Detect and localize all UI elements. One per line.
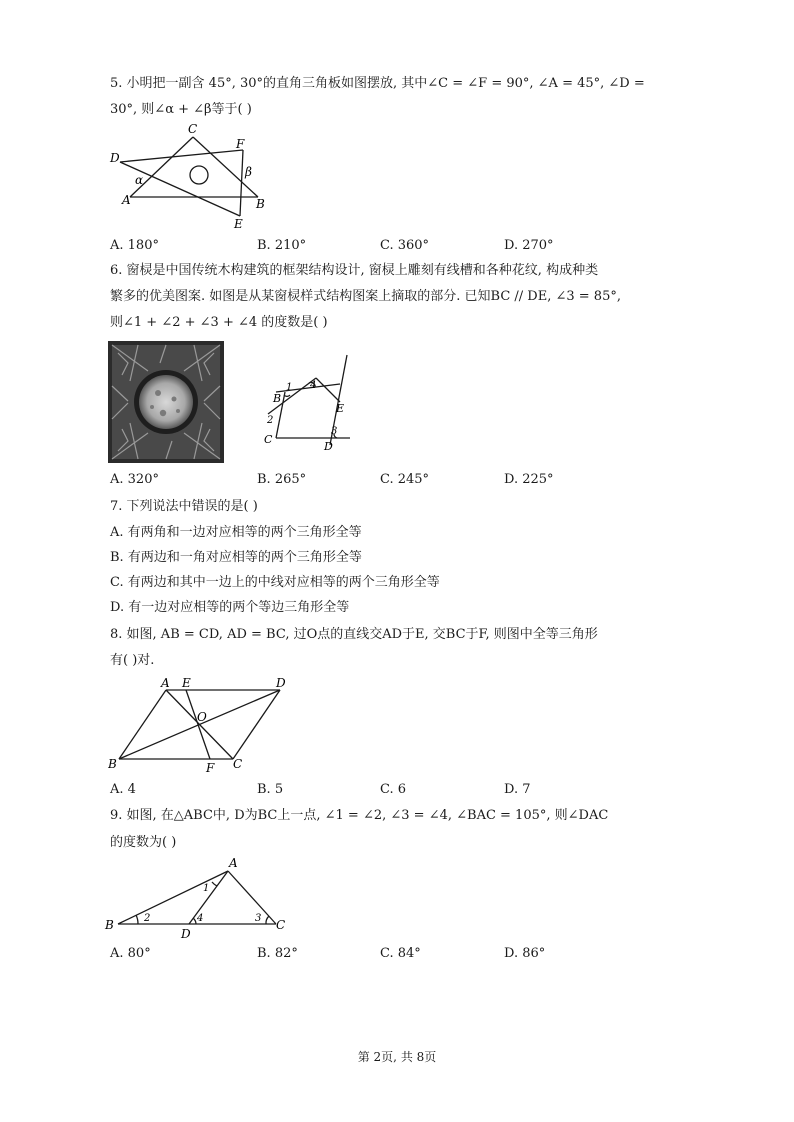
q9-label-C: C (276, 918, 286, 932)
q6-label-C: C (264, 433, 273, 446)
q6-label-E: E (336, 402, 345, 415)
q9-label-4: 4 (197, 913, 204, 924)
q7-stem: 7. 下列说法中错误的是( ) (110, 499, 258, 514)
q9-option-c: C. 84° (380, 946, 421, 961)
q6-stem-line2: 繁多的优美图案. 如图是从某窗棂样式结构图案上摘取的部分. 已知BC // DE, ∠3 = 85°, (110, 289, 621, 304)
q5-label-beta: β (245, 165, 252, 179)
q8-option-c: C. 6 (380, 782, 407, 797)
q9-option-a: A. 80° (110, 946, 151, 961)
q5-label-F: F (236, 137, 245, 151)
q8-option-a: A. 4 (110, 782, 136, 797)
q7-option-d: D. 有一边对应相等的两个等边三角形全等 (110, 600, 350, 615)
q6-label-4: 4 (310, 380, 317, 391)
q8-label-D: D (276, 676, 286, 690)
q8-label-E: E (182, 676, 191, 690)
q9-figure (104, 855, 294, 943)
q5-label-alpha: α (135, 173, 144, 187)
q9-label-B: B (105, 918, 114, 932)
q6-label-D: D (324, 440, 333, 453)
q5-label-D: D (110, 151, 120, 165)
q9-label-1: 1 (203, 883, 210, 894)
q5-figure (108, 120, 273, 230)
q6-option-a: A. 320° (110, 472, 159, 487)
q6-option-c: C. 245° (380, 472, 430, 487)
q5-label-C: C (188, 122, 198, 136)
q6-option-b: B. 265° (257, 472, 307, 487)
q5-option-b: B. 210° (257, 238, 307, 253)
q9-label-3: 3 (255, 913, 262, 924)
q9-label-A: A (229, 856, 238, 870)
q6-label-2: 2 (267, 415, 274, 426)
q6-figure (252, 350, 362, 455)
q8-label-B: B (108, 757, 117, 771)
q7-option-b: B. 有两边和一角对应相等的两个三角形全等 (110, 550, 362, 565)
q6-label-3: 3 (331, 426, 338, 437)
q5-label-B: B (256, 197, 265, 211)
q5-stem-line1: 5. 小明把一副含 45°, 30°的直角三角板如图摆放, 其中∠C = ∠F = 90°, ∠A = 45°, ∠D = (110, 76, 645, 91)
q6-label-B: B (273, 392, 282, 405)
q5-label-A: A (122, 193, 131, 207)
lattice-window-photo (108, 341, 224, 463)
q5-stem-line2: 30°, 则∠α + ∠β等于( ) (110, 102, 252, 117)
page-number: 第 2页, 共 8页 (357, 1050, 437, 1064)
q7-option-a: A. 有两角和一边对应相等的两个三角形全等 (110, 525, 362, 540)
q8-stem-line2: 有( )对. (110, 653, 155, 668)
q8-label-A: A (161, 676, 170, 690)
q9-stem-line2: 的度数为( ) (110, 835, 177, 850)
q7-option-c: C. 有两边和其中一边上的中线对应相等的两个三角形全等 (110, 575, 440, 590)
q5-label-E: E (234, 217, 243, 230)
q5-option-a: A. 180° (110, 238, 159, 253)
q9-option-b: B. 82° (257, 946, 298, 961)
q8-label-F: F (206, 761, 215, 775)
q6-stem-line3: 则∠1 + ∠2 + ∠3 + ∠4 的度数是( ) (110, 315, 328, 330)
q9-label-D: D (181, 927, 191, 941)
q9-option-d: D. 86° (504, 946, 546, 961)
q8-figure (108, 675, 293, 775)
q8-option-d: D. 7 (504, 782, 531, 797)
q6-option-d: D. 225° (504, 472, 554, 487)
q8-label-C: C (233, 757, 243, 771)
q9-stem-line1: 9. 如图, 在△ABC中, D为BC上一点, ∠1 = ∠2, ∠3 = ∠4, ∠BAC = 105°, 则∠DAC (110, 808, 609, 823)
q8-stem-line1: 8. 如图, AB = CD, AD = BC, 过O点的直线交AD于E, 交BC于F, 则图中全等三角形 (110, 627, 598, 642)
q9-label-2: 2 (144, 913, 151, 924)
q8-label-O: O (197, 710, 207, 724)
q6-stem-line1: 6. 窗棂是中国传统木构建筑的框架结构设计, 窗棂上雕刻有线槽和各种花纹, 构成种类 (110, 263, 599, 278)
q5-option-c: C. 360° (380, 238, 430, 253)
q5-option-d: D. 270° (504, 238, 554, 253)
q6-label-1: 1 (286, 382, 293, 393)
q8-option-b: B. 5 (257, 782, 284, 797)
